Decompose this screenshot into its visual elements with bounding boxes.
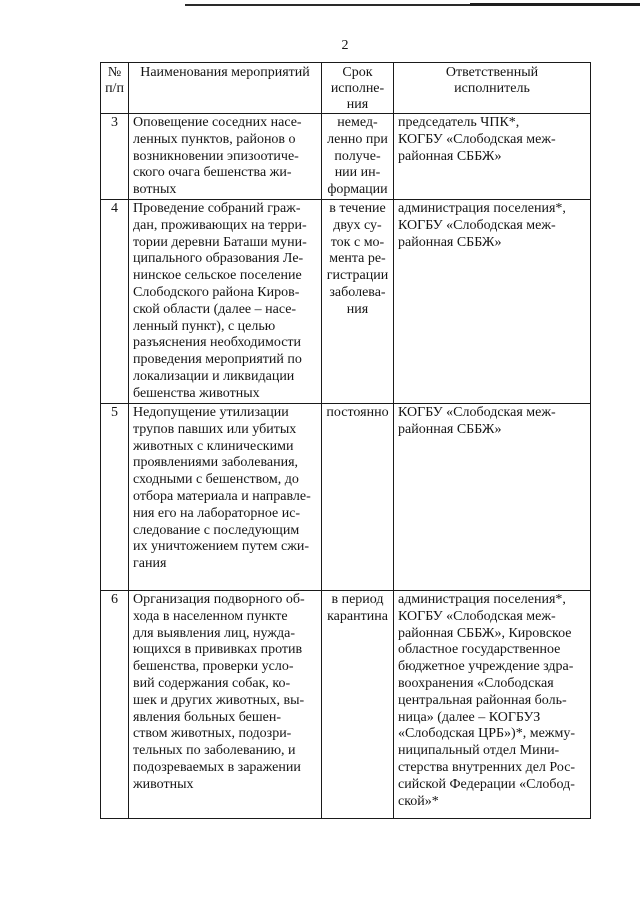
measure-responsible: председатель ЧПК*, КОГБУ «Слободская меж- районная СББЖ» (394, 114, 591, 200)
scan-edge-line (185, 4, 640, 6)
measure-responsible: КОГБУ «Слободская меж- районная СББЖ» (394, 403, 591, 590)
header-number: № п/п (101, 63, 129, 114)
page-number: 2 (341, 38, 349, 53)
header-name: Наименования мероприятий (129, 63, 322, 114)
measure-term: постоянно (322, 403, 394, 590)
row-number: 3 (101, 114, 129, 200)
measure-term: немед- ленно при получе- нии ин- формации (322, 114, 394, 200)
header-responsible: Ответственный исполнитель (394, 63, 591, 114)
measure-name: Оповещение соседних насе- ленных пунктов, районов о возникновении эпизоотиче- ского очага бешенства жи- вотных (129, 114, 322, 200)
table-header-row (101, 63, 591, 114)
measure-term: в период карантина (322, 590, 394, 818)
measures-table (100, 62, 591, 819)
measure-name: Организация подворного об- хода в населенном пункте для выявления лиц, нужда- ющихся в прививках против бешенства, проверки усло- вий содержания собак, ко- шек и других животных, вы- явления больных бешен- ством животных, подозри- тельных по заболеванию, и подозреваемых в заражении животных (129, 590, 322, 818)
header-term: Срок исполне- ния (322, 63, 394, 114)
table-row (101, 114, 591, 200)
row-number: 4 (101, 199, 129, 403)
measure-responsible: администрация поселения*, КОГБУ «Слободская меж- районная СББЖ», Кировское областное государственное бюджетное учреждение здра- воохранения «Слободская центральная районная боль- ница» (далее – КОГБУЗ «Слободская ЦРБ»)*, межму- ниципальный отдел Мини- стерства внутренних дел Рос- сийской Федерации «Слобод- ской»* (394, 590, 591, 818)
table-row (101, 403, 591, 590)
row-number: 6 (101, 590, 129, 818)
measure-term: в течение двух су- ток с мо- мента ре- гистрации заболева- ния (322, 199, 394, 403)
measure-name: Проведение собраний граж- дан, проживающих на терри- тории деревни Баташи муни- ципального образования Ле- нинское сельское поселение Слободского района Киров- ской области (далее – насе- ленный пункт), с целью разъяснения необходимости проведения мероприятий по локализации и ликвидации бешенства животных (129, 199, 322, 403)
row-number: 5 (101, 403, 129, 590)
table-row (101, 590, 591, 818)
measure-name: Недопущение утилизации трупов павших или убитых животных с клиническими проявлениями заболевания, сходными с бешенством, до отбора материала и направле- ния его на лабораторное ис- следование с последующим их уничтожением путем сжи- гания (129, 403, 322, 590)
table-row (101, 199, 591, 403)
measure-responsible: администрация поселения*, КОГБУ «Слободская меж- районная СББЖ» (394, 199, 591, 403)
